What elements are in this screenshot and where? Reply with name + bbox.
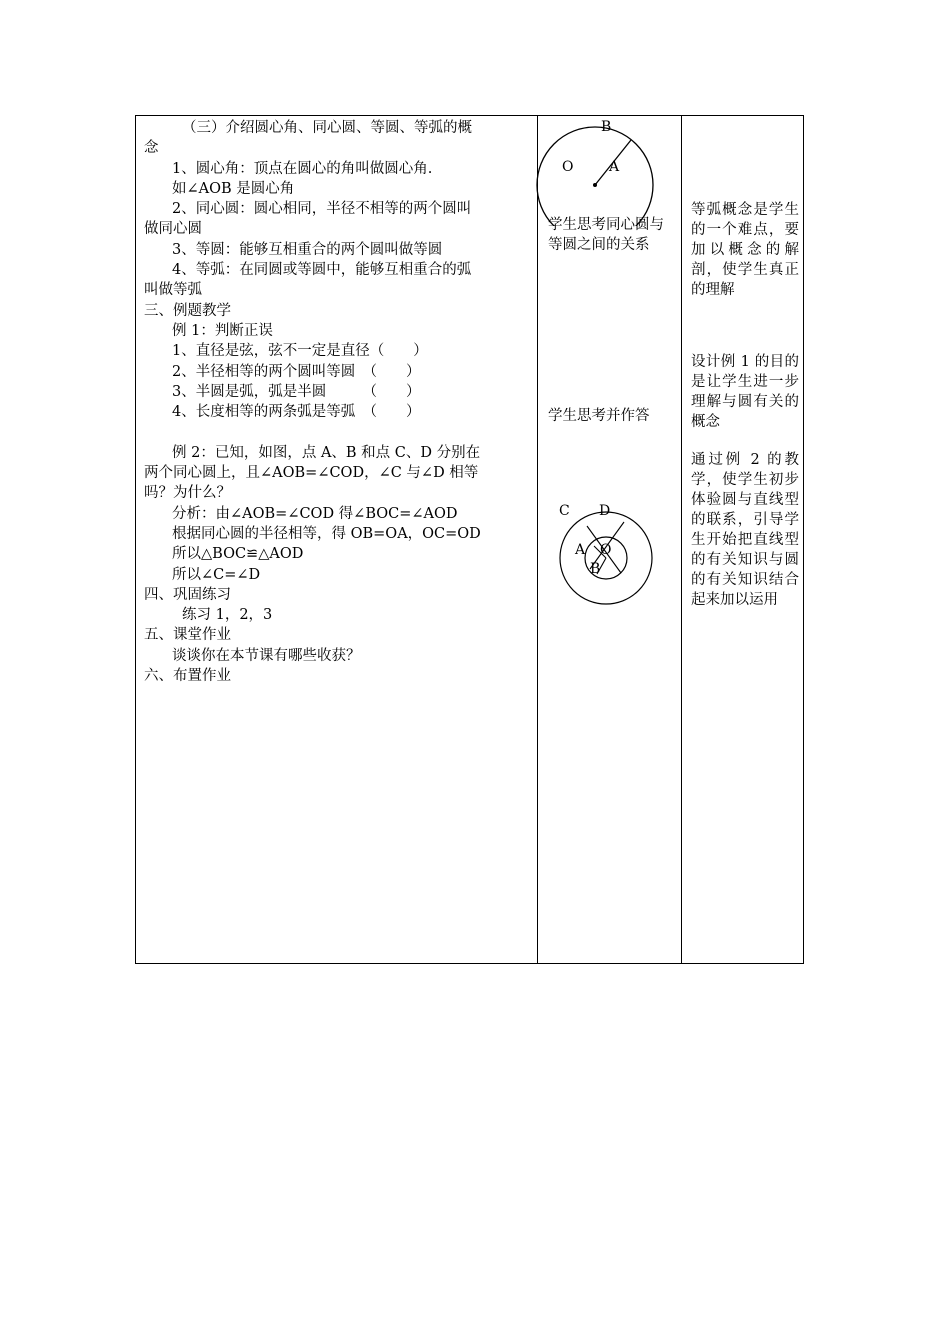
student-activity-note: 学生思考并作答: [548, 408, 650, 424]
point-label-o: O: [562, 159, 574, 175]
section-heading: 四、巩固练习: [144, 586, 231, 603]
section-heading: 六、布置作业: [144, 668, 231, 685]
point-label-d: D: [599, 503, 611, 519]
point-label-c: C: [559, 503, 570, 519]
definition-equal-circles: 3、等圆：能够互相重合的两个圆叫做等圆: [172, 241, 443, 258]
student-activity-note: 学生思考同心圆与等圆之间的关系: [548, 217, 664, 253]
point-label-b: B: [601, 119, 612, 135]
definition-concentric-cont: 做同心圆: [144, 221, 202, 238]
point-label-a: A: [575, 542, 586, 558]
homework-item: 谈谈你在本节课有哪些收获？: [172, 647, 361, 664]
example-item: 1、直径是弦，弦不一定是直径（ ）: [172, 343, 428, 360]
circle-outline: [537, 127, 653, 226]
analysis-line: 分析：由∠AOB=∠COD 得∠BOC=∠AOD: [172, 505, 458, 522]
point-label-a: A: [609, 159, 620, 175]
definition-equal-arcs-cont: 叫做等弧: [144, 282, 202, 299]
point-label-o: O: [600, 542, 612, 558]
practice-item: 练习 1，2，3: [182, 607, 273, 624]
section-heading: 三、例题教学: [144, 302, 231, 319]
example-item: 3、半圆是弧，弧是半圆 （ ）: [172, 383, 421, 400]
figure-concentric-circles: [554, 498, 664, 608]
section-intro-line: 念: [144, 140, 159, 157]
analysis-line: 根据同心圆的半径相等，得 OB=OA，OC=OD: [172, 525, 481, 542]
lesson-plan-table: [135, 115, 804, 964]
point-label-b: B: [590, 561, 601, 577]
section-heading: 五、课堂作业: [144, 627, 231, 644]
example-item: 2、半径相等的两个圆叫等圆 （ ）: [172, 363, 421, 380]
example2-line: 吗？为什么？: [144, 485, 231, 502]
design-note: 设计例 1 的目的是让学生进一步理解与圆有关的概念: [691, 354, 799, 430]
section-intro-line: （三）介绍圆心角、同心圆、等圆、等弧的概: [182, 120, 472, 136]
analysis-line: 所以△BOC≌△AOD: [172, 546, 304, 563]
blank-line: [144, 422, 534, 442]
design-note: 等弧概念是学生的一个难点，要加以概念的解剖，使学生真正的理解: [691, 202, 799, 298]
definition-example: 如∠AOB 是圆心角: [172, 180, 295, 197]
example-item: 4、长度相等的两条弧是等弧 （ ）: [172, 404, 421, 421]
design-note: 通过例 2 的教学，使学生初步体验圆与直线型的联系，引导学生开始把直线型的有关知识与圆的有关知识结合起来加以运用: [691, 452, 799, 608]
teaching-content-column: [144, 118, 534, 686]
column-divider: [681, 116, 682, 963]
column-divider: [537, 116, 538, 963]
figure-circle-central-angle: [535, 116, 659, 226]
definition-concentric: 2、同心圆：圆心相同，半径不相等的两个圆叫: [172, 201, 472, 218]
example2-line: 两个同心圆上，且∠AOB=∠COD，∠C 与∠D 相等: [144, 465, 479, 482]
analysis-line: 所以∠C=∠D: [172, 566, 261, 583]
definition-central-angle: 1、圆心角：顶点在圆心的角叫做圆心角.: [172, 160, 433, 177]
example-title: 例 1：判断正误: [172, 322, 273, 339]
center-point: [593, 183, 597, 187]
definition-equal-arcs: 4、等弧：在同圆或等圆中，能够互相重合的弧: [172, 262, 472, 279]
example2-line: 例 2：已知，如图，点 A、B 和点 C、D 分别在: [172, 444, 481, 461]
